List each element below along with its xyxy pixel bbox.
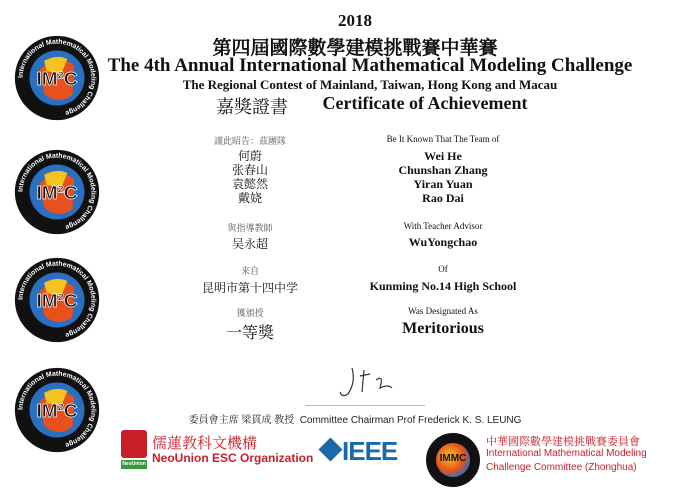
team-label-en: Be It Known That The Team of xyxy=(386,134,500,144)
member-zh: 袁懿然 xyxy=(231,177,269,191)
neounion-name-zh: 儒蓮教科文機構 xyxy=(152,435,258,452)
member-zh: 张春山 xyxy=(231,163,269,177)
signature xyxy=(330,362,410,402)
school-label-en: Of xyxy=(438,264,448,274)
chairman-line: 委員會主席 梁貫成 教授 Committee Chairman Prof Frederick K. S. LEUNG xyxy=(188,415,522,426)
member-zh: 何蔚 xyxy=(237,149,263,163)
title-en: The 4th Annual International Mathematical Modeling Challenge xyxy=(107,55,633,76)
advisor-label-en: With Teacher Advisor xyxy=(403,221,483,231)
award-name-zh: 一等獎 xyxy=(225,325,275,342)
certificate-title-en: Certificate of Achievement xyxy=(322,93,528,113)
member-en: Chunshan Zhang xyxy=(398,163,488,177)
immc-seal-logo xyxy=(426,433,480,487)
advisor-label-zh: 與指導教師 xyxy=(227,223,273,233)
team-members-zh xyxy=(232,149,268,205)
im2c-seal-logo xyxy=(14,149,100,235)
award-name-en: Meritorious xyxy=(402,320,484,337)
im2c-seal-logo xyxy=(14,35,100,121)
team-members-en xyxy=(398,149,487,205)
member-zh: 戴娆 xyxy=(237,191,263,205)
member-en: Rao Dai xyxy=(422,191,464,205)
committee-name-en-1: International Mathematical Modeling xyxy=(486,448,647,459)
school-label-zh: 来自 xyxy=(240,266,260,276)
committee-name-zh: 中華國際數學建模挑戰賽委員會 xyxy=(486,436,640,448)
member-en: Wei He xyxy=(424,149,462,163)
school-name-zh: 昆明市第十四中学 xyxy=(201,281,299,295)
team-label-zh: 謹此昭告：茲團隊 xyxy=(213,136,287,146)
ieee-diamond-icon xyxy=(318,437,342,461)
year: 2018 xyxy=(338,11,372,30)
advisor-name-zh: 吴永超 xyxy=(231,237,269,251)
immc-seal-text: IMMC xyxy=(439,453,467,464)
im2c-seal-logo xyxy=(14,257,100,343)
im2c-seal-logo xyxy=(14,367,100,453)
neounion-logo xyxy=(121,430,147,458)
committee-name-en-2: Challenge Committee (Zhonghua) xyxy=(486,462,637,473)
neounion-badge: NeoUnion xyxy=(122,461,146,467)
subtitle: The Regional Contest of Mainland, Taiwan, Hong Kong and Macau xyxy=(182,77,558,92)
certificate-title-zh: 嘉獎證書 xyxy=(216,97,288,117)
award-label-en: Was Designated As xyxy=(408,306,478,316)
title-zh: 第四屆國際數學建模挑戰賽中華賽 xyxy=(212,38,498,59)
ieee-logo: IEEE xyxy=(342,436,398,466)
advisor-name-en: WuYongchao xyxy=(408,235,478,249)
member-en: Yiran Yuan xyxy=(413,177,473,191)
award-label-zh: 獲頒授 xyxy=(236,308,264,318)
signature-line xyxy=(305,405,425,406)
neounion-name-en: NeoUnion ESC Organization xyxy=(152,451,314,465)
school-name-en: Kunming No.14 High School xyxy=(369,279,517,293)
